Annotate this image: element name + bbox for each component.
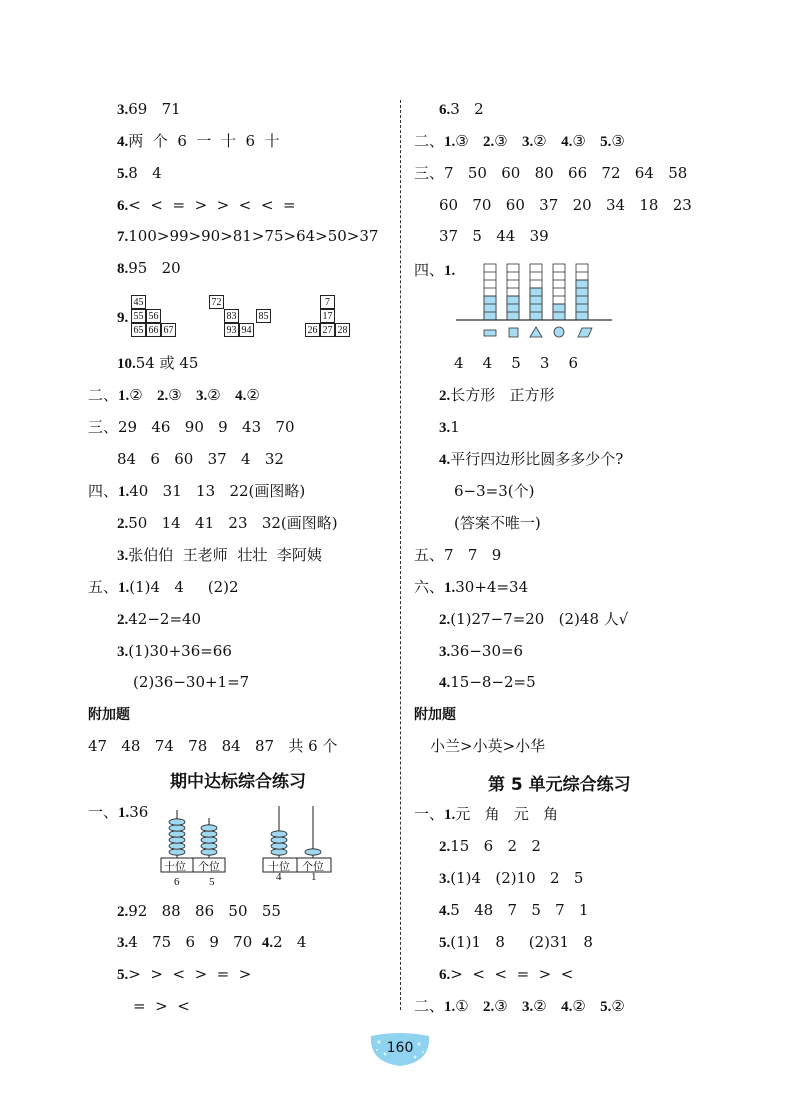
bead <box>201 825 217 831</box>
r-section-4-label: 四、1. <box>414 261 456 279</box>
bead <box>271 849 287 855</box>
grid-cell: 66 <box>146 323 161 337</box>
midterm-answer-2: 2.92 88 86 50 55 <box>117 902 281 920</box>
section-3-line-1: 三、29 46 90 9 43 70 <box>88 418 295 436</box>
page-number: 160 <box>386 1040 414 1056</box>
bead <box>271 837 287 843</box>
bead <box>169 825 185 831</box>
section-3-line-2: 84 6 60 37 4 32 <box>117 450 284 468</box>
grid-cell: 94 <box>239 323 254 337</box>
abacus-2-ones-value: 1 <box>311 871 317 883</box>
grid-cell: 65 <box>131 323 146 337</box>
grid-cell: 83 <box>224 309 239 323</box>
grid-cell: 55 <box>131 309 146 323</box>
grid-cell: 27 <box>320 323 335 337</box>
r-answer-6: 6.3 2 <box>439 100 484 118</box>
bead <box>271 831 287 837</box>
circle-icon <box>554 327 564 337</box>
abacus-1-ones-label: 个位 <box>198 861 220 873</box>
triangle-icon <box>530 327 542 337</box>
r-section-3-line-1: 三、7 50 60 80 66 72 64 58 <box>414 164 688 182</box>
grid-cell: 72 <box>209 295 224 309</box>
r-extra-answer: 小兰>小英>小华 <box>430 737 546 755</box>
abacus-2-tens-value: 4 <box>276 871 282 883</box>
unit-answer-6: 6.> < < = > < <box>439 965 574 983</box>
page-number-badge <box>369 1032 431 1068</box>
bead <box>169 831 185 837</box>
midterm-answer-1: 一、1.36 <box>88 803 149 821</box>
shape-count-figure <box>450 258 620 348</box>
r-section-4-note: (答案不唯一) <box>454 514 541 532</box>
extra-answer: 47 48 74 78 84 87 共 6 个 <box>88 737 338 755</box>
answer-8: 8.95 20 <box>117 259 181 277</box>
section-2-answers: 二、1.② 2.③ 3.② 4.② <box>88 386 260 404</box>
bead <box>169 837 185 843</box>
r-section-4-answer-3: 3.1 <box>439 418 460 436</box>
r-section-3-line-3: 37 5 44 39 <box>439 227 549 245</box>
grid-cell: 45 <box>131 295 146 309</box>
r-section-2: 二、1.③ 2.③ 3.② 4.③ 5.③ <box>414 132 625 150</box>
bead <box>271 843 287 849</box>
abacus-1-ones-value: 5 <box>209 876 215 888</box>
midterm-title: 期中达标综合练习 <box>170 772 306 792</box>
grid-cell: 28 <box>335 323 350 337</box>
answer-9-label: 9. <box>117 310 129 326</box>
bead <box>169 819 185 825</box>
answer-6: 6.< < = > > < < = <box>117 196 296 214</box>
count-column <box>576 264 588 320</box>
abacus-1-tens-label: 十位 <box>164 861 186 873</box>
abacus-2-tens-label: 十位 <box>268 861 290 873</box>
r-section-6-answer-3: 3.36−30=6 <box>439 642 524 660</box>
answer-4: 4.两 个 6 一 十 6 十 <box>117 132 280 150</box>
section-5-answer-3: 3.(1)30+36=66 <box>117 642 232 660</box>
unit-section-2: 二、1.① 2.③ 3.② 4.② 5.② <box>414 997 625 1015</box>
grid-cell: 85 <box>256 309 271 323</box>
section-5-answer-1: 五、1.(1)4 4 (2)2 <box>88 578 239 596</box>
r-extra-heading: 附加题 <box>414 707 456 723</box>
answer-5: 5.8 4 <box>117 164 162 182</box>
unit-answer-5: 5.(1)1 8 (2)31 8 <box>439 933 593 951</box>
bead <box>169 849 185 855</box>
section-4-answer-1: 四、1.40 31 13 22(画图略) <box>88 482 306 500</box>
parallelogram-icon <box>578 328 592 337</box>
bead <box>201 849 217 855</box>
grid-cell: 26 <box>305 323 320 337</box>
r-section-6-answer-2: 2.(1)27−7=20 (2)48 人√ <box>439 610 629 628</box>
r-section-6-answer-1: 六、1.30+4=34 <box>414 578 529 596</box>
grid-cell: 67 <box>161 323 176 337</box>
section-4-answer-2: 2.50 14 41 23 32(画图略) <box>117 514 338 532</box>
count-column <box>530 264 542 320</box>
abacus-1-tens-value: 6 <box>174 876 180 888</box>
unit-answer-4: 4.5 48 7 5 7 1 <box>439 901 589 919</box>
unit-answer-3: 3.(1)4 (2)10 2 5 <box>439 869 584 887</box>
bead <box>201 843 217 849</box>
answer-10: 10.54 或 45 <box>117 354 199 372</box>
r-section-6-answer-4: 4.15−8−2=5 <box>439 673 536 691</box>
unit-answer-2: 2.15 6 2 2 <box>439 837 541 855</box>
grid-cell: 56 <box>146 309 161 323</box>
section-4-answer-3: 3.张伯伯 王老师 壮壮 李阿姨 <box>117 546 322 564</box>
r-section-4-answer-4: 4.平行四边形比圆多多少个? <box>439 450 624 468</box>
midterm-answer-5: 5.> > < > = > <box>117 965 252 983</box>
r-section-3-line-2: 60 70 60 37 20 34 18 23 <box>439 196 692 214</box>
abacus-illustration <box>155 800 345 890</box>
answer-3: 3.69 71 <box>117 100 181 118</box>
grid-cell: 7 <box>320 295 335 309</box>
count-column <box>484 264 496 320</box>
abacus-2-ones-label: 个位 <box>302 861 324 873</box>
square-icon <box>509 328 518 337</box>
r-section-4-answer-2: 2.长方形 正方形 <box>439 386 555 404</box>
count-column <box>553 264 565 320</box>
bead <box>201 831 217 837</box>
r-section-4-values: 4 4 5 3 6 <box>454 354 579 372</box>
grid-cell: 93 <box>224 323 239 337</box>
r-section-4-equation: 6−3=3(个) <box>454 482 535 500</box>
count-column <box>507 264 519 320</box>
bead <box>169 843 185 849</box>
unit-answer-1: 一、1.元 角 元 角 <box>414 805 559 823</box>
extra-heading: 附加题 <box>88 707 130 723</box>
rectangle-icon <box>484 330 496 336</box>
grid-cell: 17 <box>320 309 335 323</box>
r-section-5: 五、7 7 9 <box>414 546 502 564</box>
bead <box>201 837 217 843</box>
unit-5-title: 第 5 单元综合练习 <box>488 775 631 795</box>
midterm-answer-5b: = > < <box>133 997 190 1015</box>
midterm-answer-3-4: 3.4 75 6 9 70 4.2 4 <box>117 933 307 951</box>
answer-7: 7.100>99>90>81>75>64>50>37 <box>117 227 379 245</box>
bead <box>305 849 321 855</box>
section-5-answer-3b: (2)36−30+1=7 <box>133 673 250 691</box>
section-5-answer-2: 2.42−2=40 <box>117 610 202 628</box>
column-divider <box>400 100 401 1010</box>
